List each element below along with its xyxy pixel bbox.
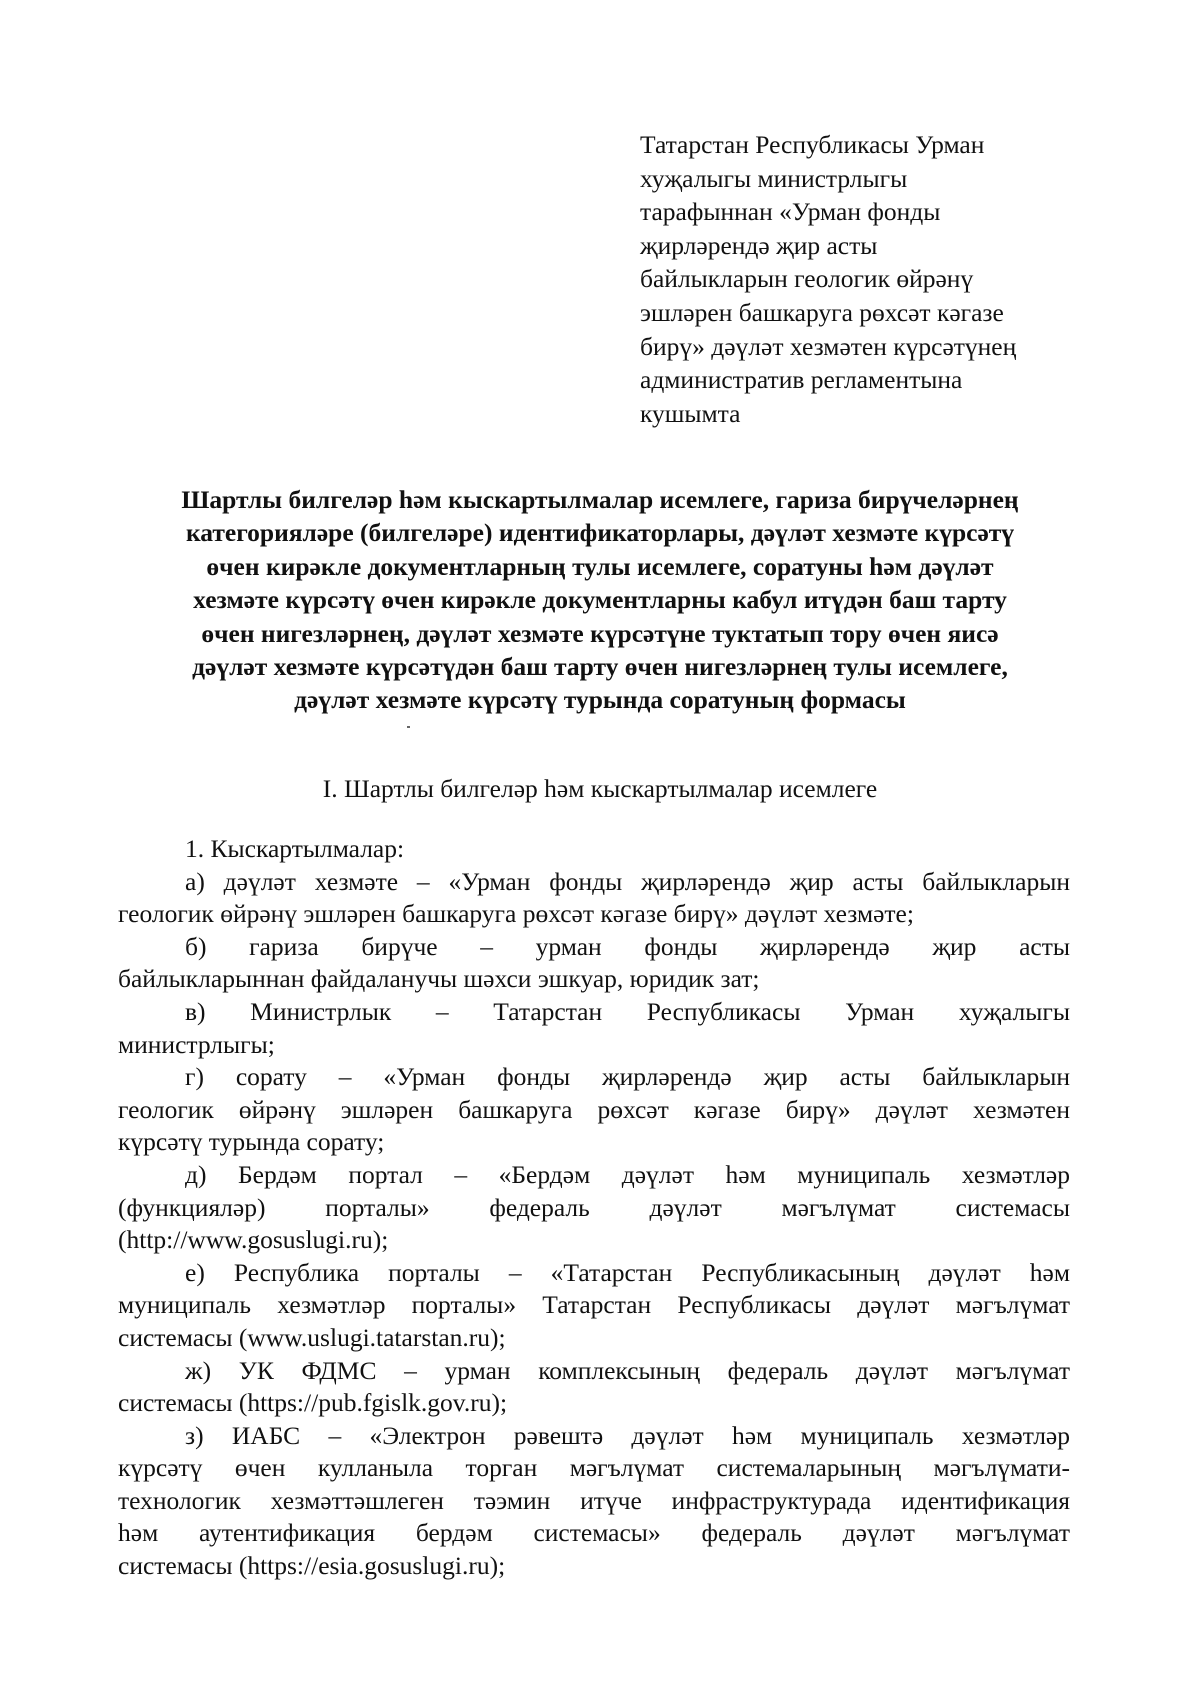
item-line: а) дәүләт хезмәте – «Урман фонды җирләрендә җир асты байлыкларын: [185, 866, 1070, 896]
item-line: д) Бердәм портал – «Бердәм дәүләт һәм муниципаль хезмәтләр: [185, 1159, 1070, 1189]
item-line: (функцияләр) порталы» федераль дәүләт мәгълүмат системасы: [118, 1192, 1070, 1222]
section-heading: I. Шартлы билгеләр һәм кыскартылмалар исемлеге: [322, 774, 878, 803]
abbreviation-item-e: [118, 1257, 1070, 1355]
item-line: з) ИАБС – «Электрон рәвештә дәүләт һәм муниципаль хезмәтләр: [185, 1420, 1070, 1450]
annex-line: байлыкларын геологик өйрәнү: [640, 264, 974, 294]
abbreviation-item-g: [118, 1061, 1070, 1159]
annex-line: кушымта: [640, 398, 741, 428]
item-line: б) гариза бирүче – урман фонды җирләрендә җир асты: [185, 931, 1070, 961]
item-line: (http://www.gosuslugi.ru);: [118, 1225, 389, 1255]
annex-line: административ регламентына: [640, 365, 963, 395]
item-line: күрсәтү өчен кулланыла торган мәгълүмат системаларының мәгълүмати-: [118, 1453, 1070, 1483]
item-line: системасы (https://esia.gosuslugi.ru);: [118, 1551, 506, 1581]
item-line: министрлыгы;: [118, 1029, 275, 1059]
annex-note: [640, 128, 1090, 430]
abbreviations-list: [118, 833, 1070, 1583]
annex-line: җирләрендә җир асты: [640, 230, 878, 260]
title-line: хезмәте күрсәтү өчен кирәкле документларны кабул итүдән баш тарту: [193, 585, 1007, 615]
item-line: г) сорату – «Урман фонды җирләрендә җир асты байлыкларын: [185, 1062, 1070, 1092]
title-line: категорияләре (билгеләре) идентификаторлары, дәүләт хезмәте күрсәтү: [185, 518, 1015, 548]
item-line: һәм аутентификация бердәм системасы» федераль дәүләт мәгълүмат: [118, 1518, 1070, 1548]
title-line: Шартлы билгеләр һәм кыскартылмалар исемлеге, гариза бирүчеләрнең: [181, 485, 1019, 514]
title-line: өчен нигезләрнең, дәүләт хезмәте күрсәтүне туктатып тору өчен яисә: [201, 618, 999, 648]
item-line: технологик хезмәттәшлеген тәэмин итүче инфраструктурада идентификация: [118, 1485, 1070, 1515]
abbreviations-intro: 1. Кыскартылмалар:: [185, 834, 405, 863]
item-line: в) Министрлык – Татарстан Республикасы Урман хуҗалыгы: [185, 996, 1070, 1026]
title-line: дәүләт хезмәте күрсәтүдән баш тарту өчен нигезләрнең тулы исемлеге,: [192, 652, 1008, 682]
annex-line: тарафыннан «Урман фонды: [640, 197, 941, 227]
annex-line: хуҗалыгы министрлыгы: [640, 163, 908, 193]
item-line: е) Республика порталы – «Татарстан Республикасының дәүләт һәм: [185, 1257, 1070, 1287]
abbreviation-item-a: [118, 866, 1070, 931]
abbreviation-item-d: [118, 1159, 1070, 1257]
item-line: байлыкларыннан файдаланучы шәхси эшкуар, юридик зат;: [118, 964, 760, 994]
abbreviation-item-v: [118, 996, 1070, 1061]
annex-line: Татарстан Республикасы Урман: [640, 130, 985, 159]
abbreviation-item-z: [118, 1420, 1070, 1583]
scan-speck: [407, 726, 410, 728]
annex-line: бирү» дәүләт хезмәтен күрсәтүнең: [640, 331, 1017, 361]
item-line: геологик өйрәнү эшләрен башкаруга рөхсәт кәгазе бирү» дәүләт хезмәтен: [118, 1094, 1070, 1124]
item-line: системасы (https://pub.fgislk.gov.ru);: [118, 1388, 508, 1418]
abbreviation-item-zh: [118, 1355, 1070, 1420]
title-line: дәүләт хезмәте күрсәтү турында соратуның формасы: [294, 685, 906, 715]
document-title: [100, 483, 1100, 717]
item-line: күрсәтү турында сорату;: [118, 1127, 385, 1157]
title-line: өчен кирәкле документларның тулы исемлеге, соратуны һәм дәүләт: [206, 551, 994, 581]
annex-line: эшләрен башкаруга рөхсәт кәгазе: [640, 297, 1004, 327]
abbreviation-item-b: [118, 931, 1070, 996]
item-line: системасы (www.uslugi.tatarstan.ru);: [118, 1322, 506, 1352]
item-line: муниципаль хезмәтләр порталы» Татарстан Республикасы дәүләт мәгълүмат: [118, 1290, 1070, 1320]
item-line: ж) УК ФДМС – урман комплексының федераль дәүләт мәгълүмат: [185, 1355, 1070, 1385]
item-line: геологик өйрәнү эшләрен башкаруга рөхсәт кәгазе бирү» дәүләт хезмәте;: [118, 899, 914, 929]
